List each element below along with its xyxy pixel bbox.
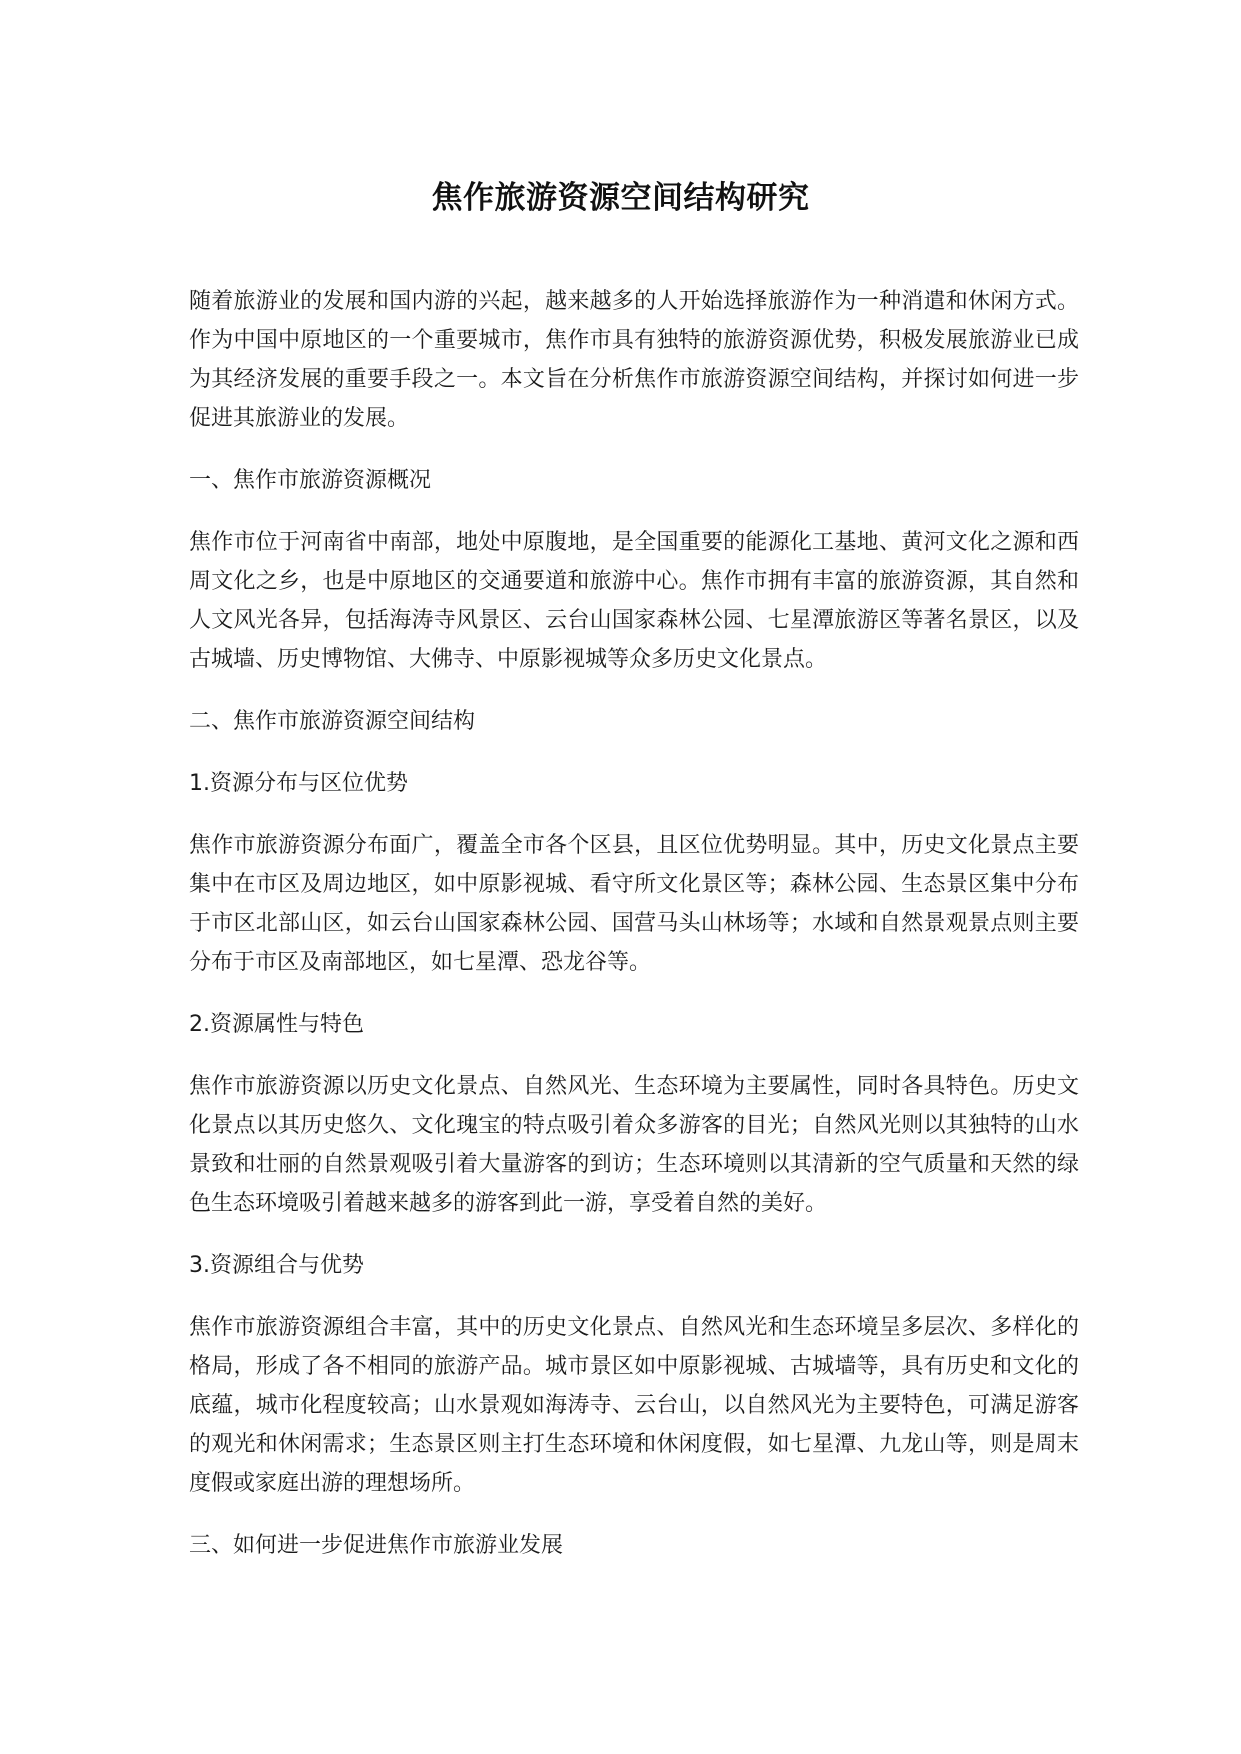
subsection-1-paragraph: 焦作市旅游资源分布面广，覆盖全市各个区县，且区位优势明显。其中，历史文化景点主要集中在市区及周边地区，如中原影视城、看守所文化景区等；森林公园、生态景区集中分布于市区北部山区，如云台山国家森林公园、国营马头山林场等；水域和自然景观景点则主要分布于市区及南部地区，如七星潭、恐龙谷等。	[189, 833, 1079, 975]
document-title: 焦作旅游资源空间结构研究	[431, 180, 810, 216]
subsection-3-paragraph: 焦作市旅游资源组合丰富，其中的历史文化景点、自然风光和生态环境呈多层次、多样化的格局，形成了各不相同的旅游产品。城市景区如中原影视城、古城墙等，具有历史和文化的底蕴，城市化程度较高；山水景观如海涛寺、云台山，以自然风光为主要特色，可满足游客的观光和休闲需求；生态景区则主打生态环境和休闲度假，如七星潭、九龙山等，则是周末度假或家庭出游的理想场所。	[189, 1315, 1079, 1496]
subsection-1-heading: 1.资源分布与区位优势	[189, 771, 408, 796]
section-2-heading: 二、焦作市旅游资源空间结构	[189, 709, 476, 734]
subsection-2-paragraph: 焦作市旅游资源以历史文化景点、自然风光、生态环境为主要属性，同时各具特色。历史文化景点以其历史悠久、文化瑰宝的特点吸引着众多游客的目光；自然风光则以其独特的山水景致和壮丽的自然景观吸引着大量游客的到访；生态环境则以其清新的空气质量和天然的绿色生态环境吸引着越来越多的游客到此一游，享受着自然的美好。	[189, 1074, 1079, 1216]
section-1-paragraph: 焦作市位于河南省中南部，地处中原腹地，是全国重要的能源化工基地、黄河文化之源和西周文化之乡，也是中原地区的交通要道和旅游中心。焦作市拥有丰富的旅游资源，其自然和人文风光各异，包括海涛寺风景区、云台山国家森林公园、七星潭旅游区等著名景区，以及古城墙、历史博物馆、大佛寺、中原影视城等众多历史文化景点。	[189, 530, 1079, 672]
section-1-heading: 一、焦作市旅游资源概况	[189, 468, 432, 493]
section-3-heading: 三、如何进一步促进焦作市旅游业发展	[189, 1533, 564, 1558]
subsection-3-heading: 3.资源组合与优势	[189, 1253, 364, 1278]
intro-paragraph: 随着旅游业的发展和国内游的兴起，越来越多的人开始选择旅游作为一种消遣和休闲方式。作为中国中原地区的一个重要城市，焦作市具有独特的旅游资源优势，积极发展旅游业已成为其经济发展的重要手段之一。本文旨在分析焦作市旅游资源空间结构，并探讨如何进一步促进其旅游业的发展。	[189, 289, 1079, 431]
document-body	[189, 282, 1079, 1588]
subsection-2-heading: 2.资源属性与特色	[189, 1012, 364, 1037]
